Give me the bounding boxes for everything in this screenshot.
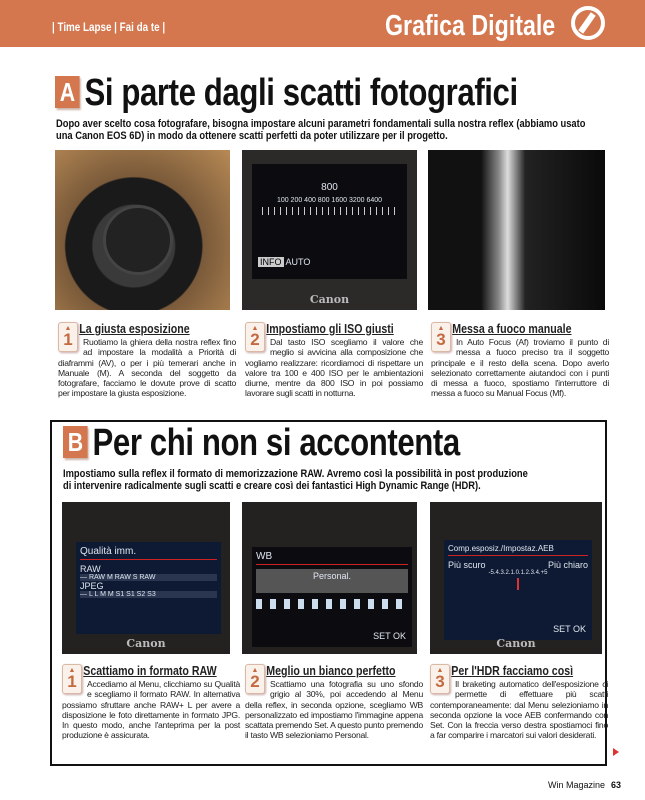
wb-title: WB [256, 551, 408, 565]
jpeg-options: — L L M M S1 S1 S2 S3 [80, 591, 217, 598]
raw-label: RAW [80, 564, 101, 574]
aeb-lighter: Più chiaro [547, 560, 588, 570]
wb-icons [256, 599, 408, 609]
step-b-2: ▲ 2 Meglio un bianco perfetto Scattiamo una fotografia su uno sfondo grigio al 30%, poi accedendo al Menu della reflex, in seconda opzione, scegliamo WB personalizzato ed impostiamo l'immagine appena scattata premendo Set. A questo punto premendo il tasto WB selezioniamo Personal. [245, 664, 423, 741]
photo-iso-screen [242, 150, 417, 310]
section-b-heading [63, 422, 460, 465]
canon-logo: Canon [496, 637, 536, 650]
magazine-name: Win Magazine [548, 780, 606, 790]
photo-quality-screen [62, 502, 230, 654]
step-a-1: ▲ 1 La giusta esposizione Ruotiamo la ghiera della nostra reflex fino ad impostare la modalità a Priorità di diaframmi (AV), o per i più temerari anche in Manuale (M). A seconda del soggetto da fotografare, facciamo le dovute prove di scatto per impostare la giusta esposizione. [58, 322, 236, 399]
section-a-heading [55, 72, 518, 115]
aeb-title: Comp.esposiz./Impostaz.AEB [448, 544, 588, 556]
continue-arrow-icon [613, 748, 619, 756]
section-b-badge: B [63, 426, 88, 458]
step-a-3: ▲ 3 Messa a fuoco manuale In Auto Focus (Af) troviamo il punto di messa a fuoco preciso tra il soggetto principale e il resto della scena. Dopo averlo selezionato correttamente aiutandoci con i punti di messa a fuoco, spostiamo l'interruttore di messa a fuoco su Manual Focus (Mf). [431, 322, 609, 399]
section-b-title: Per chi non si accontenta [92, 422, 460, 464]
info-label: INFO [260, 257, 282, 267]
iso-scale: 100 200 400 800 1600 3200 6400 [276, 197, 383, 204]
page-number: 63 [611, 780, 622, 790]
section-b-intro: Impostiamo sulla reflex il formato di memorizzazione RAW. Avremo così la possibilità in post produzione di intervenire radicalmente sugli scatti e creare così dei fantastici High Dynamic Range (HDR). [63, 468, 528, 492]
canon-logo: Canon [126, 637, 166, 650]
aeb-marker [517, 578, 519, 590]
page-footer [548, 780, 621, 790]
wb-ok: SET OK [373, 631, 406, 641]
section-a-intro: Dopo aver scelto cosa fotografare, bisogna impostare alcuni parametri fondamentali sulla nostra reflex (abbiamo usato una Canon EOS 6D) in modo da ottenere scatti perfetti da poter utilizzare per il progetto. [56, 118, 586, 142]
photo-wb-screen [242, 502, 417, 654]
step-b-1: ▲ 1 Scattiamo in formato RAW Accediamo al Menu, clicchiamo su Qualità e scegliamo il formato RAW. In alternativa possiamo sfruttare anche RAW+ L per avere a disposizione le foto direttamente in formato JPG. In questo modo, anche l'anteprima per la post produzione è assicurata. [62, 664, 240, 741]
canon-logo: Canon [309, 293, 350, 306]
photo-aeb-screen [430, 502, 602, 654]
header-band [0, 0, 645, 47]
section-a-title: Si parte dagli scatti fotografici [84, 72, 518, 114]
raw-options: — RAW M RAW S RAW [80, 574, 217, 581]
quality-title: Qualità imm. [80, 546, 217, 560]
iso-ticks [262, 207, 397, 215]
photo-mode-dial [55, 150, 230, 310]
iso-mode: AUTO [285, 257, 311, 267]
breadcrumb: | Time Lapse | Fai da te | [52, 20, 166, 34]
iso-value: 800 [321, 182, 338, 193]
section-title: Grafica Digitale [385, 10, 556, 42]
photo-lens-focus [428, 150, 605, 310]
step-a-2: ▲ 2 Impostiamo gli ISO giusti Dal tasto ISO scegliamo il valore che meglio si avvicina alla composizione che vogliamo realizzare: ricordiamoci di rispettare un valore tra 100 e 400 ISO per le ambientazioni diurne, mentre da 800 ISO in poi possiamo lavorare sugli scatti in notturna. [245, 322, 423, 399]
tools-logo-icon [571, 6, 605, 40]
jpeg-label: JPEG [80, 581, 104, 591]
wb-value: Personal. [256, 569, 408, 593]
mode-dial [103, 205, 173, 275]
aeb-scale: -5.4.3.2.1.0.1.2.3.4.+5 [488, 570, 548, 576]
aeb-darker: Più scuro [448, 560, 486, 570]
aeb-ok: SET OK [553, 624, 586, 634]
step-b-3: ▲ 3 Per l'HDR facciamo così Il braketing automatico dell'esposizione ci permette di effettuare più scatti contemporaneamente: dal Menu selezioniamo in seconda opzione la voce AEB confermando con Set. Con la freccia verso destra spostiamoci fino a far comparire i marcatori sui valori desiderati. [430, 664, 608, 741]
section-a-badge: A [55, 76, 80, 108]
